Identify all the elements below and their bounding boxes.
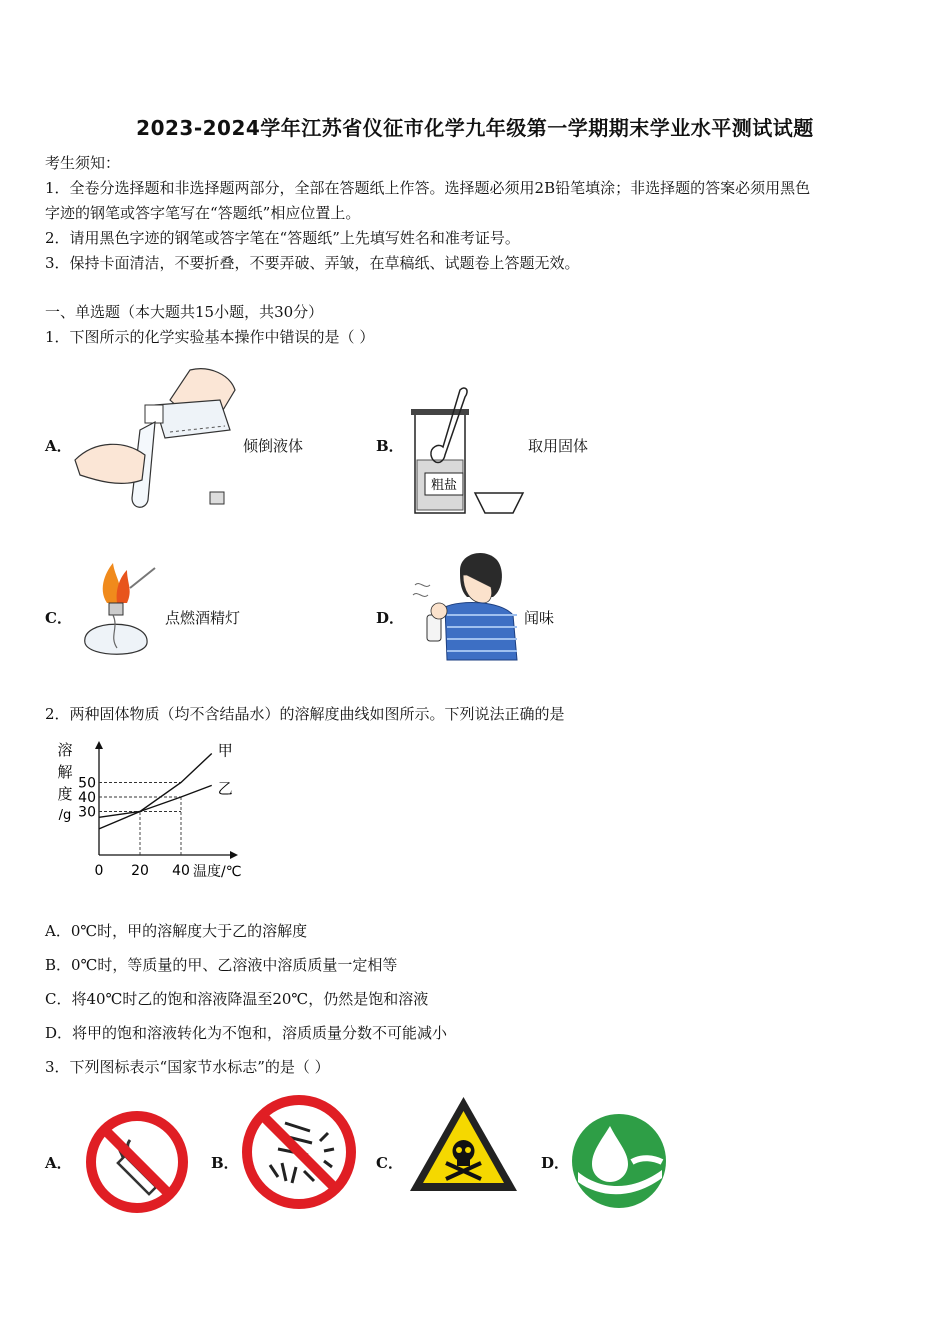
chart-ylabel-char: 解: [57, 763, 73, 781]
chart-ylabel-char: 溶: [57, 741, 73, 759]
jar-label: 粗盐: [430, 478, 458, 493]
q1-option-b-caption: 取用固体: [528, 437, 589, 455]
q3-option-b-label: B．: [211, 1154, 239, 1172]
q3-option-d-label: D．: [541, 1154, 570, 1172]
q2-option-c: C．将40℃时乙的饱和溶液降温至20℃，仍然是饱和溶液: [45, 990, 429, 1008]
notice-item: 3．保持卡面清洁，不要折叠，不要弄破、弄皱，在草稿纸、试题卷上答题无效。: [45, 254, 580, 272]
water-saving-icon: [570, 1112, 668, 1210]
q1-option-c-label: C．: [45, 609, 72, 627]
question-3-stem: 3．下列图标表示“国家节水标志”的是（ ）: [45, 1058, 330, 1076]
q1-option-d-caption: 闻味: [524, 609, 555, 627]
series-label: 甲: [217, 741, 233, 760]
question-1-stem: 1．下图所示的化学实验基本操作中错误的是（ ）: [45, 328, 375, 346]
x-tick-label: 20: [131, 863, 149, 879]
pour-liquid-illustration: [70, 360, 240, 515]
chart-ylabel-char: /g: [58, 808, 72, 823]
chart-ylabel-char: 度: [57, 785, 73, 803]
notice-item: 2．请用黑色字迹的钢笔或答字笔在“答题纸”上先填写姓名和准考证号。: [45, 229, 520, 247]
q1-option-b-label: B．: [376, 437, 404, 455]
q2-option-a: A．0℃时，甲的溶解度大于乙的溶解度: [45, 922, 308, 940]
q3-option-c-label: C．: [376, 1154, 403, 1172]
x-tick-label: 0: [94, 863, 104, 879]
alcohol-lamp-illustration: [75, 558, 160, 663]
q1-option-d-label: D．: [376, 609, 405, 627]
solubility-chart: [50, 735, 250, 885]
chart-xlabel: 温度/℃: [193, 864, 242, 880]
y-tick-label: 50: [78, 775, 96, 792]
take-solid-illustration: [405, 385, 530, 520]
question-2-stem: 2．两种固体物质（均不含结晶水）的溶解度曲线如图所示。下列说法正确的是: [45, 705, 565, 723]
y-tick-label: 30: [78, 804, 96, 821]
toxic-warning-icon: [406, 1093, 521, 1195]
q2-option-b: B．0℃时，等质量的甲、乙溶液中溶质质量一定相等: [45, 956, 398, 974]
page-title: 2023-2024学年江苏省仪征市化学九年级第一学期期末学业水平测试试题: [136, 116, 814, 140]
x-tick-label: 40: [172, 863, 190, 879]
q1-option-a-label: A．: [45, 437, 72, 455]
y-tick-label: 40: [78, 790, 96, 806]
section-heading: 一、单选题（本大题共15小题，共30分）: [45, 303, 324, 321]
q1-option-c-caption: 点燃酒精灯: [165, 609, 241, 627]
q2-option-d: D．将甲的饱和溶液转化为不饱和，溶质质量分数不可能减小: [45, 1024, 448, 1042]
notice-heading: 考生须知：: [45, 154, 121, 172]
no-smoking-icon: [85, 1110, 189, 1214]
q3-option-a-label: A．: [45, 1154, 72, 1172]
q1-option-a-caption: 倾倒液体: [243, 437, 304, 455]
series-label: 乙: [217, 779, 233, 798]
notice-item: 1．全卷分选择题和非选择题两部分，全部在答题纸上作答。选择题必须用2B铅笔填涂；非选择题的答案必须用黑色: [45, 179, 811, 197]
smell-gas-illustration: [405, 545, 520, 665]
notice-item: 字迹的钢笔或答字笔写在“答题纸”相应位置上。: [45, 204, 361, 222]
no-fireworks-icon: [240, 1093, 358, 1211]
